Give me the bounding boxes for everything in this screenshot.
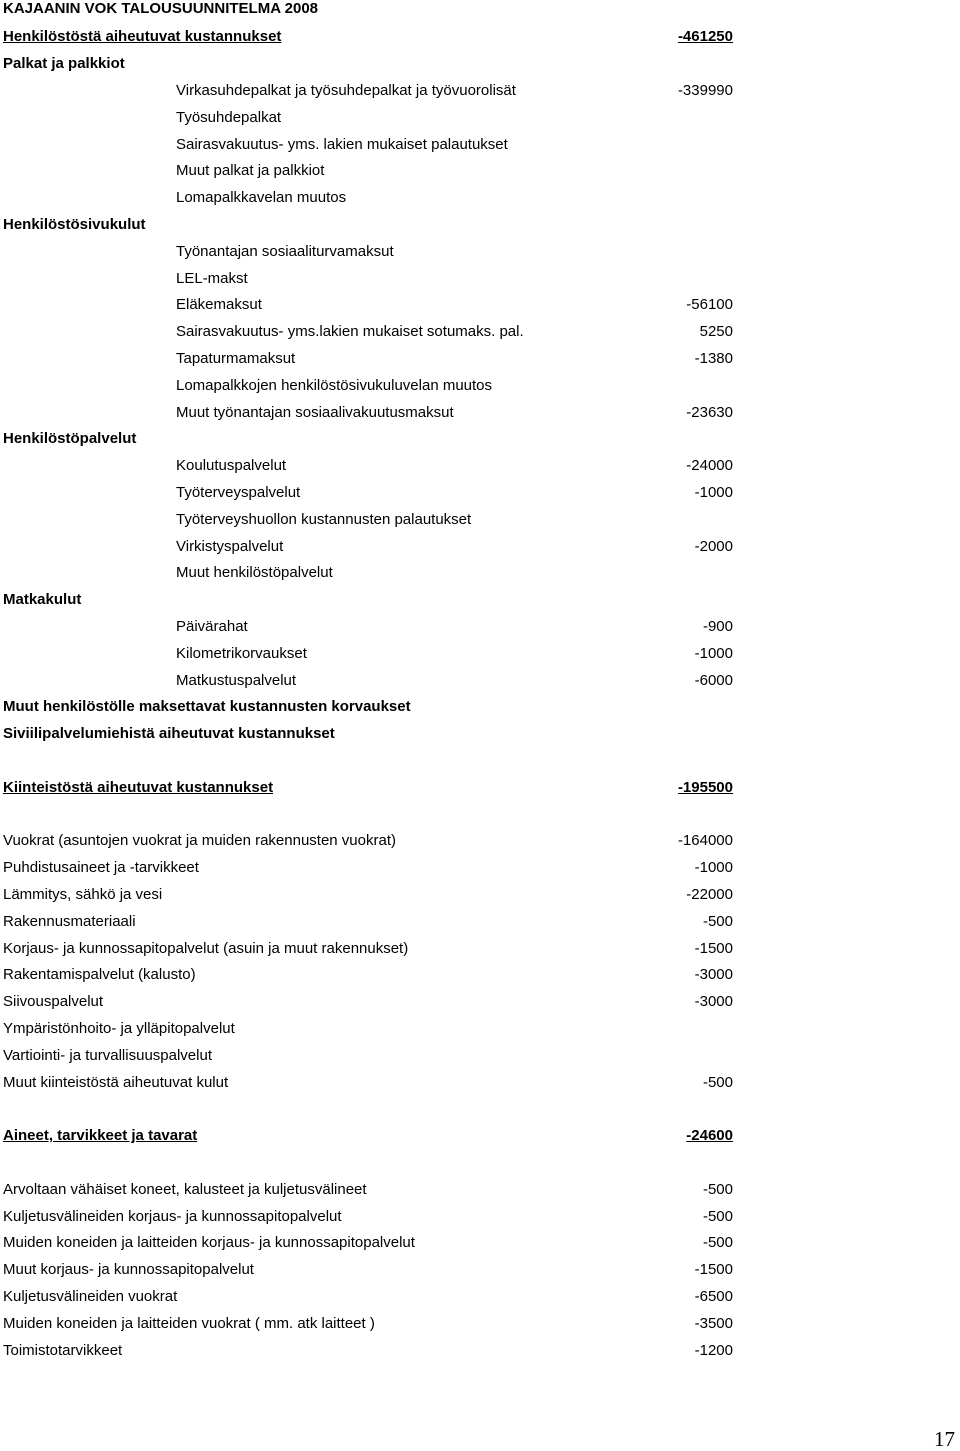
row-label: Muut henkilöstöpalvelut — [176, 564, 333, 582]
line-item-row — [0, 404, 960, 431]
row-value: -900 — [702, 617, 733, 635]
line-item-row — [0, 270, 960, 297]
line-item-row — [0, 323, 960, 350]
row-label: Rakentamispalvelut (kalusto) — [3, 966, 196, 984]
row-label: Virkistyspalvelut — [176, 537, 284, 555]
row-label: Vuokrat (asuntojen vuokrat ja muiden rakennusten vuokrat) — [3, 832, 396, 850]
category-row — [0, 216, 960, 243]
row-label: Päivärahat — [176, 617, 248, 635]
line-item-row — [0, 350, 960, 377]
category-row — [0, 591, 960, 618]
row-label: Tapaturmamaksut — [176, 349, 296, 367]
category-row — [0, 886, 960, 913]
row-value: -500 — [702, 1073, 733, 1091]
page-number: 17 — [934, 1427, 955, 1451]
row-label: Kuljetusvälineiden korjaus- ja kunnossapitopalvelut — [3, 1207, 342, 1225]
category-row — [0, 1261, 960, 1288]
row-label: Virkasuhdepalkat ja työsuhdepalkat ja työvuorolisät — [176, 81, 516, 99]
category-row — [0, 779, 960, 806]
row-value: -1500 — [694, 939, 733, 957]
row-label: Kiinteistöstä aiheutuvat kustannukset — [3, 778, 274, 796]
row-value: -6500 — [694, 1287, 733, 1305]
row-value: 5250 — [699, 323, 733, 341]
row-value: -500 — [702, 1180, 733, 1198]
row-value: -339990 — [677, 81, 733, 99]
row-label: Muut työnantajan sosiaalivakuutusmaksut — [176, 403, 454, 421]
row-value: -195500 — [677, 778, 733, 796]
row-label: Eläkemaksut — [176, 296, 262, 314]
row-label: Muut korjaus- ja kunnossapitopalvelut — [3, 1261, 254, 1279]
document-title-text: KAJAANIN VOK TALOUSUUNNITELMA 2008 — [3, 0, 319, 17]
category-row — [0, 1020, 960, 1047]
row-label: Korjaus- ja kunnossapitopalvelut (asuin ja muut rakennukset) — [3, 939, 409, 957]
category-row — [0, 28, 960, 55]
row-label: Työterveyspalvelut — [176, 483, 301, 501]
row-label: Siivouspalvelut — [3, 993, 104, 1011]
row-label: Lomapalkkavelan muutos — [176, 189, 347, 207]
row-label: Arvoltaan vähäiset koneet, kalusteet ja kuljetusvälineet — [3, 1180, 367, 1198]
line-item-row — [0, 484, 960, 511]
line-item-row — [0, 511, 960, 538]
row-value: -1500 — [694, 1261, 733, 1279]
row-value: -3500 — [694, 1314, 733, 1332]
category-row — [0, 913, 960, 940]
row-value: -1000 — [694, 483, 733, 501]
category-row — [0, 1315, 960, 1342]
row-value: -461250 — [677, 28, 733, 46]
line-item-row — [0, 109, 960, 136]
row-label: Työterveyshuollon kustannusten palautukset — [176, 510, 472, 528]
row-value: -1200 — [694, 1341, 733, 1359]
row-value: -24600 — [686, 1127, 733, 1145]
line-item-row — [0, 136, 960, 163]
category-row — [0, 859, 960, 886]
category-row — [0, 832, 960, 859]
row-label: Henkilöstösivukulut — [3, 215, 146, 233]
row-value: -1000 — [694, 859, 733, 877]
line-item-row — [0, 189, 960, 216]
row-label: Toimistotarvikkeet — [3, 1341, 123, 1359]
category-row — [0, 940, 960, 967]
row-label: Palkat ja palkkiot — [3, 55, 125, 73]
row-label: Työsuhdepalkat — [176, 108, 282, 126]
row-label: Kilometrikorvaukset — [176, 644, 307, 662]
row-label: Muiden koneiden ja laitteiden korjaus- ja kunnossapitopalvelut — [3, 1234, 415, 1252]
row-label: Henkilöstöstä aiheutuvat kustannukset — [3, 28, 282, 46]
category-row — [0, 1288, 960, 1315]
row-value: -164000 — [677, 832, 733, 850]
row-label: Työnantajan sosiaaliturvamaksut — [176, 242, 394, 260]
line-item-row — [0, 564, 960, 591]
row-value: -6000 — [694, 671, 733, 689]
category-row — [0, 966, 960, 993]
row-value: -56100 — [686, 296, 733, 314]
row-label: Muut henkilöstölle maksettavat kustannusten korvaukset — [3, 698, 411, 716]
row-value: -1380 — [694, 349, 733, 367]
line-item-row — [0, 377, 960, 404]
row-label: Lomapalkkojen henkilöstösivukuluvelan muutos — [176, 376, 493, 394]
row-value: -2000 — [694, 537, 733, 555]
category-row — [0, 1047, 960, 1074]
line-item-row — [0, 672, 960, 699]
category-row — [0, 698, 960, 725]
row-label: Muut palkat ja palkkiot — [176, 162, 325, 180]
row-label: Henkilöstöpalvelut — [3, 430, 137, 448]
row-label: Puhdistusaineet ja -tarvikkeet — [3, 859, 199, 877]
row-label: Siviilipalvelumiehistä aiheutuvat kustannukset — [3, 725, 335, 743]
row-label: Ympäristönhoito- ja ylläpitopalvelut — [3, 1019, 235, 1037]
row-value: -500 — [702, 1234, 733, 1252]
row-label: Matkustuspalvelut — [176, 671, 297, 689]
row-value: -22000 — [686, 885, 733, 903]
category-row — [0, 1234, 960, 1261]
category-row — [0, 430, 960, 457]
category-row — [0, 993, 960, 1020]
row-value: -23630 — [686, 403, 733, 421]
row-value: -500 — [702, 912, 733, 930]
line-item-row — [0, 162, 960, 189]
row-label: Rakennusmateriaali — [3, 912, 136, 930]
category-row — [0, 1342, 960, 1369]
category-row — [0, 55, 960, 82]
row-label: Muut kiinteistöstä aiheutuvat kulut — [3, 1073, 229, 1091]
row-value: -3000 — [694, 993, 733, 1011]
row-label: Matkakulut — [3, 591, 82, 609]
row-label: LEL-makst — [176, 269, 248, 287]
line-item-row — [0, 538, 960, 565]
row-value: -1000 — [694, 644, 733, 662]
line-item-row — [0, 296, 960, 323]
row-label: Sairasvakuutus- yms. lakien mukaiset palautukset — [176, 135, 508, 153]
category-row — [0, 1074, 960, 1101]
line-item-row — [0, 82, 960, 109]
category-row — [0, 725, 960, 752]
row-label: Vartiointi- ja turvallisuuspalvelut — [3, 1046, 212, 1064]
line-item-row — [0, 457, 960, 484]
row-value: -3000 — [694, 966, 733, 984]
row-value: -24000 — [686, 457, 733, 475]
category-row — [0, 1181, 960, 1208]
category-row — [0, 1208, 960, 1235]
row-label: Muiden koneiden ja laitteiden vuokrat ( mm. atk laitteet ) — [3, 1314, 375, 1332]
line-item-row — [0, 243, 960, 270]
row-label: Aineet, tarvikkeet ja tavarat — [3, 1127, 198, 1145]
line-item-row — [0, 618, 960, 645]
document-title — [0, 0, 960, 27]
row-label: Kuljetusvälineiden vuokrat — [3, 1287, 178, 1305]
row-label: Lämmitys, sähkö ja vesi — [3, 885, 163, 903]
line-item-row — [0, 645, 960, 672]
row-label: Koulutuspalvelut — [176, 457, 287, 475]
row-value: -500 — [702, 1207, 733, 1225]
row-label: Sairasvakuutus- yms.lakien mukaiset sotumaks. pal. — [176, 323, 524, 341]
category-row — [0, 1127, 960, 1154]
